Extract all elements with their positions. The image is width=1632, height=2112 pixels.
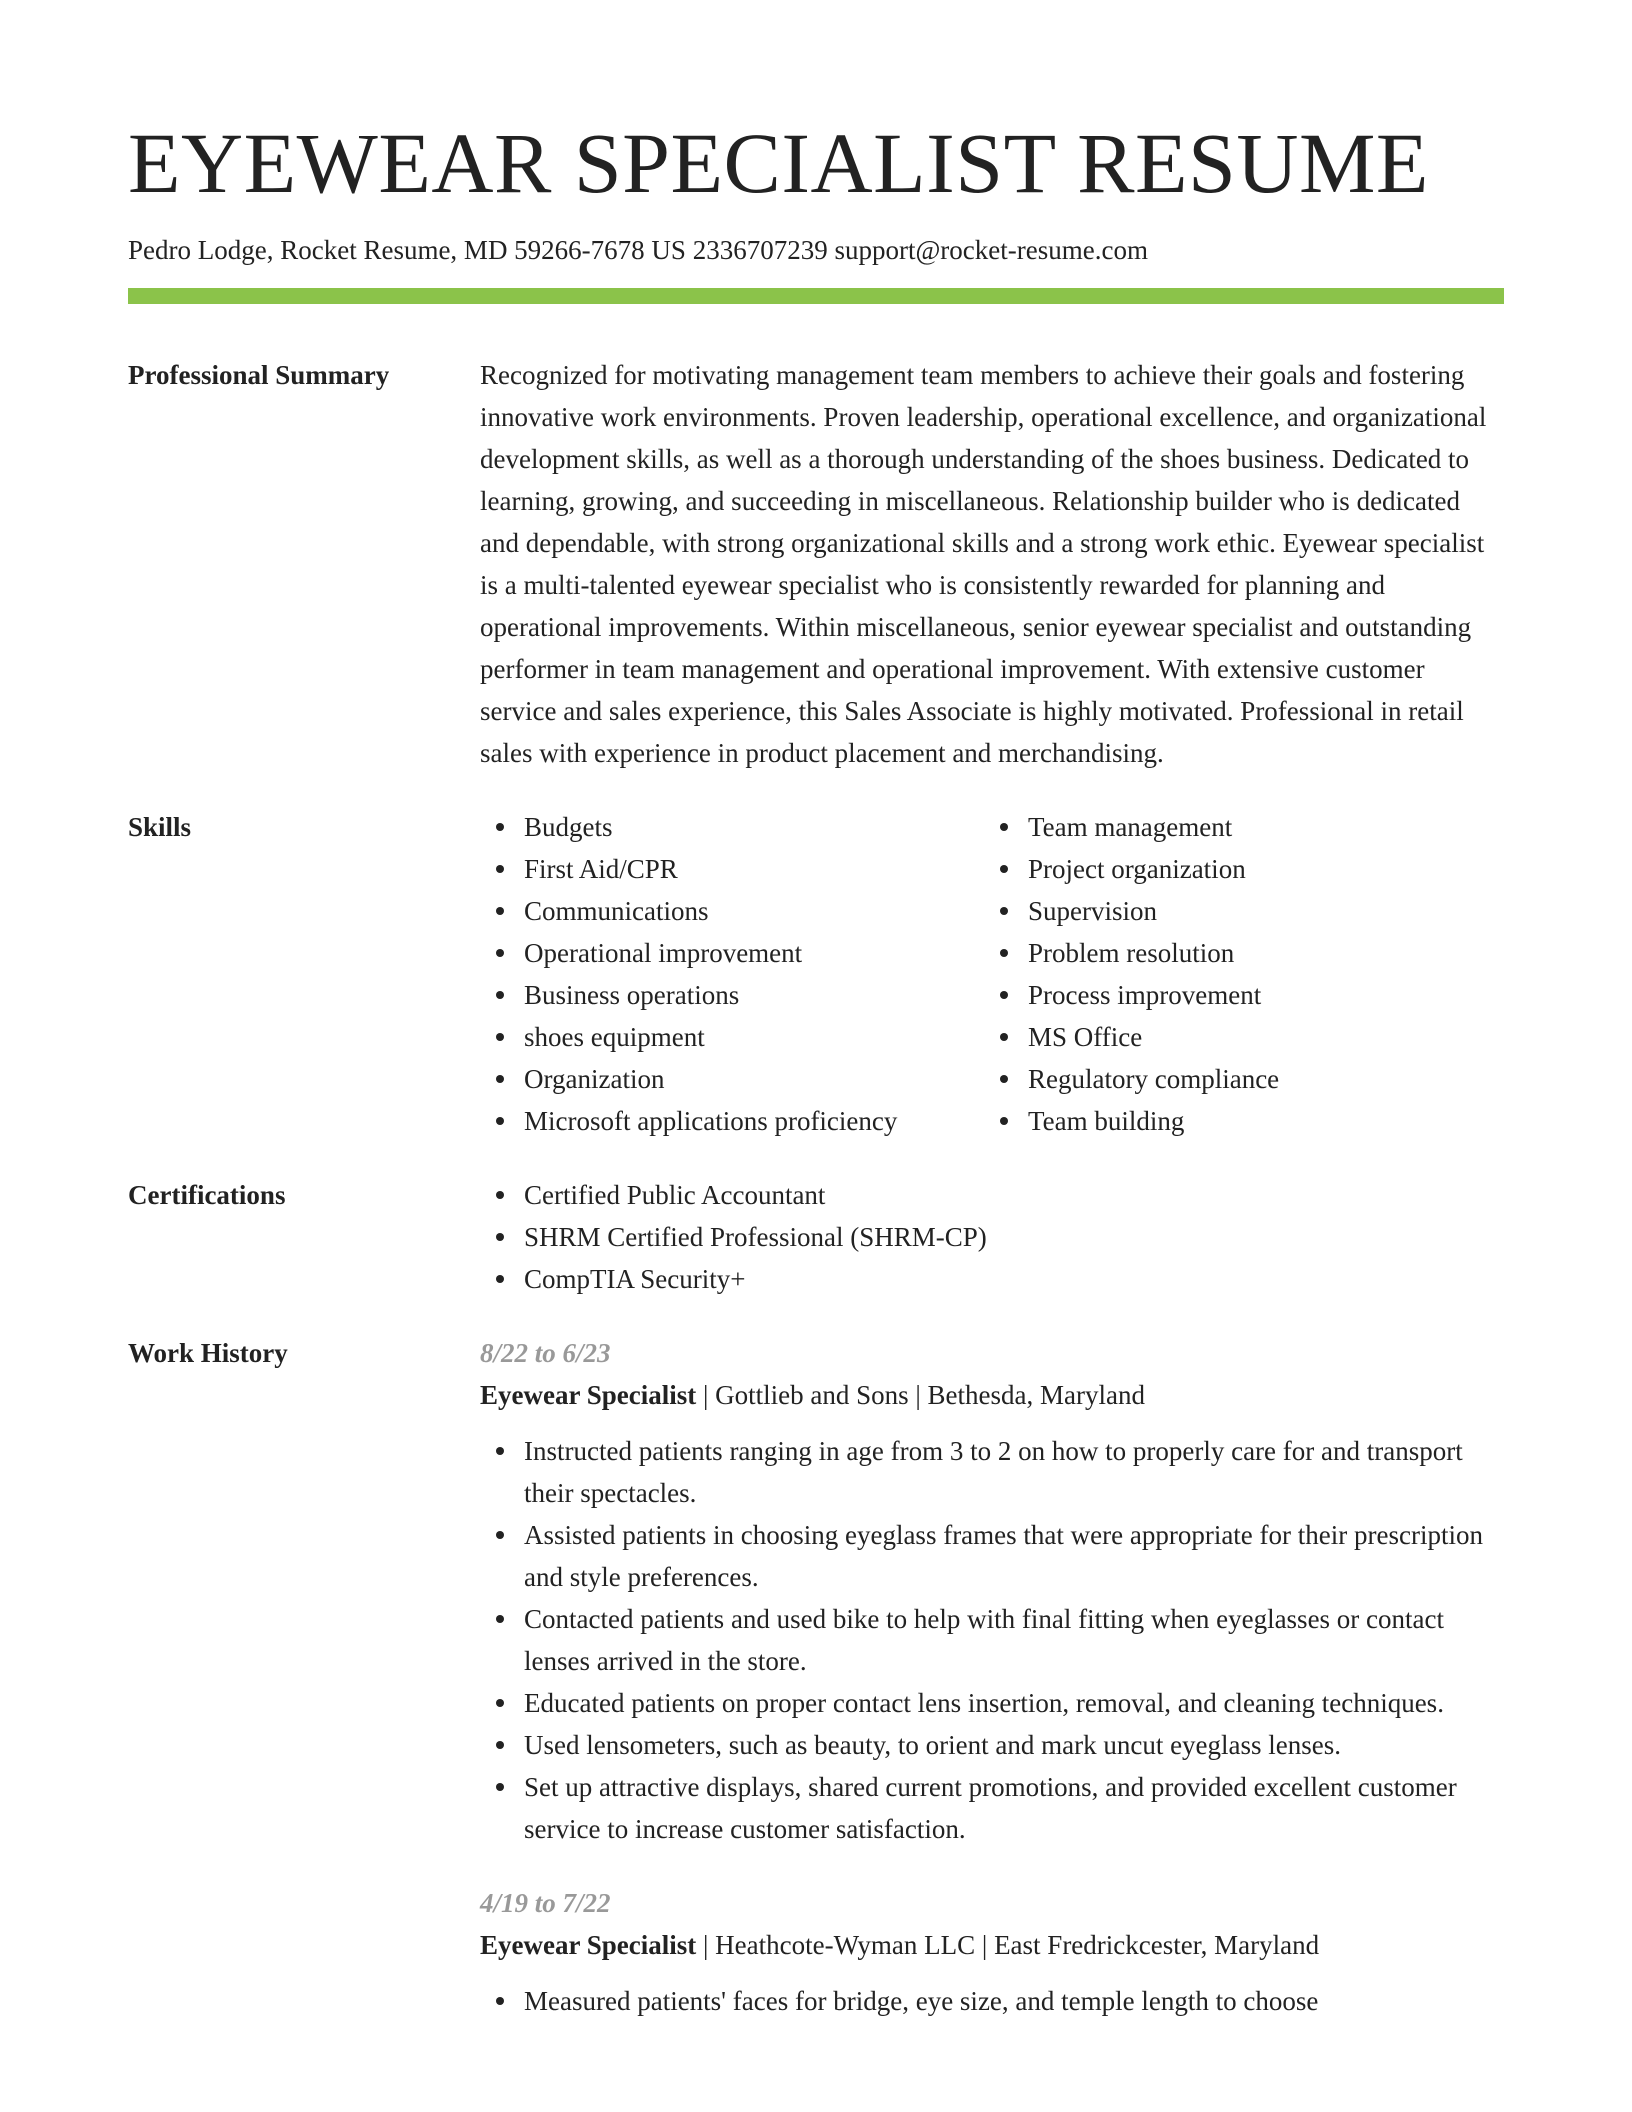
certification-item: SHRM Certified Professional (SHRM-CP) <box>524 1216 1504 1258</box>
skill-item: Budgets <box>524 806 984 848</box>
job-heading <box>480 1374 1504 1416</box>
skill-item: Regulatory compliance <box>1028 1058 1488 1100</box>
certification-item: Certified Public Accountant <box>524 1174 1504 1216</box>
certification-item: CompTIA Security+ <box>524 1258 1504 1300</box>
job-details: | Heathcote-Wyman LLC | East Fredrickcester, Maryland <box>696 1930 1320 1961</box>
skill-item: Operational improvement <box>524 932 984 974</box>
skill-item: Team building <box>1028 1100 1488 1142</box>
job-heading <box>480 1924 1504 1966</box>
section-work-history <box>128 1332 1504 2022</box>
skill-item: Project organization <box>1028 848 1488 890</box>
job-title: Eyewear Specialist <box>480 1930 697 1961</box>
skill-item: MS Office <box>1028 1016 1488 1058</box>
job-bullets <box>480 1980 1504 2022</box>
job-bullet: Used lensometers, such as beauty, to orient and mark uncut eyeglass lenses. <box>524 1724 1504 1766</box>
resume-page <box>128 115 1504 2022</box>
skills-list-left <box>480 806 984 1142</box>
job-details: | Gottlieb and Sons | Bethesda, Maryland <box>696 1380 1145 1411</box>
section-summary <box>128 354 1504 774</box>
skill-item: Problem resolution <box>1028 932 1488 974</box>
job-bullet: Measured patients' faces for bridge, eye size, and temple length to choose <box>524 1980 1504 2022</box>
job-dates: 4/19 to 7/22 <box>480 1888 611 1919</box>
job-bullets <box>480 1430 1504 1850</box>
section-skills <box>128 806 1504 1142</box>
section-label-certifications: Certifications <box>128 1180 286 1211</box>
skill-item: First Aid/CPR <box>524 848 984 890</box>
skill-item: Communications <box>524 890 984 932</box>
job-bullet: Educated patients on proper contact lens insertion, removal, and cleaning techniques. <box>524 1682 1504 1724</box>
job-bullet: Instructed patients ranging in age from 3 to 2 on how to properly care for and transport their spectacles. <box>524 1430 1504 1514</box>
job-entry <box>480 1882 1504 2022</box>
work-history-body <box>480 1332 1504 2022</box>
skill-item: Microsoft applications proficiency <box>524 1100 984 1142</box>
job-dates: 8/22 to 6/23 <box>480 1338 611 1369</box>
skills-column-right <box>984 806 1488 1142</box>
accent-divider <box>128 288 1504 304</box>
skills-list-right <box>984 806 1488 1142</box>
contact-line: Pedro Lodge, Rocket Resume, MD 59266-7678 US 2336707239 support@rocket-resume.com <box>128 235 1148 265</box>
job-bullet: Assisted patients in choosing eyeglass frames that were appropriate for their prescription and style preferences. <box>524 1514 1504 1598</box>
job-bullet: Contacted patients and used bike to help with final fitting when eyeglasses or contact lenses arrived in the store. <box>524 1598 1504 1682</box>
job-entry <box>480 1332 1504 1850</box>
section-label-summary: Professional Summary <box>128 360 390 391</box>
section-label-skills: Skills <box>128 812 192 843</box>
skill-item: shoes equipment <box>524 1016 984 1058</box>
summary-text: Recognized for motivating management team members to achieve their goals and fostering innovative work environments. Proven leadership, operational excellence, and organizational development skills, as well as a thorough understanding of the shoes business. Dedicated to learning, growing, and succeeding in miscellaneous. Relationship builder who is dedicated and dependable, with strong organizational skills and a strong work ethic. Eyewear specialist is a multi-talented eyewear specialist who is consistently rewarded for planning and operational improvements. Within miscellaneous, senior eyewear specialist and outstanding performer in team management and operational improvement. With extensive customer service and sales experience, this Sales Associate is highly motivated. Professional in retail sales with experience in product placement and merchandising. <box>480 360 1487 769</box>
skills-columns <box>480 806 1504 1142</box>
skill-item: Business operations <box>524 974 984 1016</box>
section-label-work-history: Work History <box>128 1338 288 1369</box>
skill-item: Organization <box>524 1058 984 1100</box>
section-certifications <box>128 1174 1504 1300</box>
page-title: EYEWEAR SPECIALIST RESUME <box>128 115 1429 211</box>
skill-item: Process improvement <box>1028 974 1488 1016</box>
skill-item: Team management <box>1028 806 1488 848</box>
job-bullet: Set up attractive displays, shared current promotions, and provided excellent customer service to increase customer satisfaction. <box>524 1766 1504 1850</box>
certifications-list <box>480 1174 1504 1300</box>
skills-column-left <box>480 806 984 1142</box>
job-title: Eyewear Specialist <box>480 1380 697 1411</box>
certifications-body <box>480 1174 1504 1300</box>
skill-item: Supervision <box>1028 890 1488 932</box>
